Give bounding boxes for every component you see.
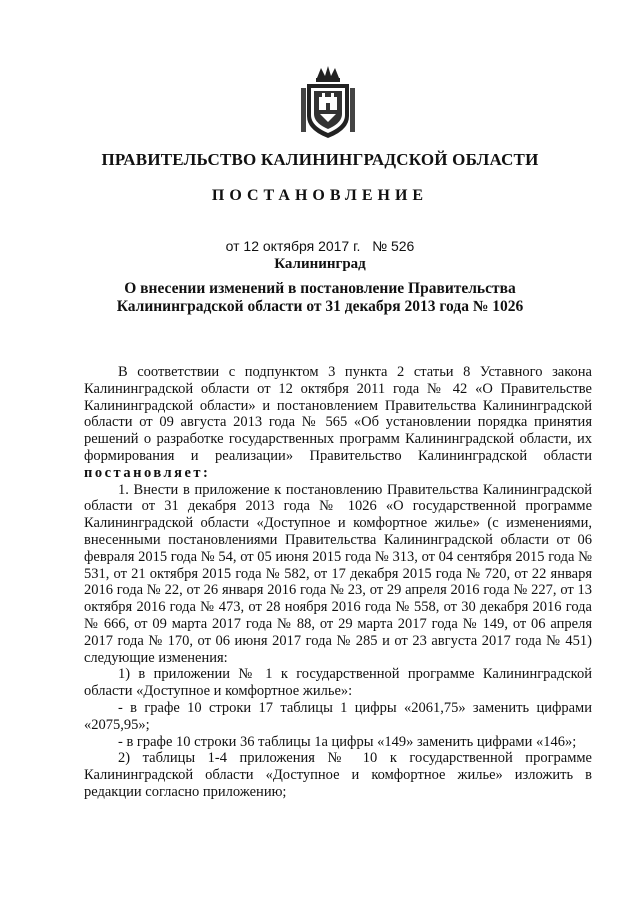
- decree-word: постановляет:: [84, 464, 211, 481]
- subject-line-2: Калининградской области от 31 декабря 2013 года № 1026: [116, 298, 524, 315]
- document-subject: [0, 280, 640, 316]
- item-1-1-b: - в графе 10 строки 36 таблицы 1а цифры «149» заменить цифрами «146»;: [118, 733, 577, 750]
- preamble-paragraph: [84, 364, 592, 482]
- item-1: 1. Внести в приложение к постановлению Правительства Калининградской области от 31 декабря 2013 года № 1026 «О государственной программе Калининградской области «Доступное и комфортное жилье» (с изменениями, внесенными постановлениями Правительства Калининградской области от 06 февраля 2015 года № 54, от 05 июня 2015 года № 313, от 04 сентября 2015 года № 531, от 21 октября 2015 года № 582, от 17 декабря 2015 года № 720, от 22 января 2016 года № 22, от 26 января 2016 года № 23, от 29 апреля 2016 года № 227, от 13 октября 2016 года № 473, от 28 ноября 2016 года № 558, от 30 декабря 2016 года № 666, от 09 марта 2017 года № 88, от 29 марта 2017 года № 149, от 06 апреля 2017 года № 170, от 06 июня 2017 года № 285 и от 23 августа 2017 года № 451) следующие изменения:: [84, 481, 592, 666]
- subject-line-1: О внесении изменений в постановление Правительства: [124, 280, 516, 297]
- organization-name: ПРАВИТЕЛЬСТВО КАЛИНИНГРАДСКОЙ ОБЛАСТИ: [101, 150, 539, 169]
- document-body: [84, 364, 592, 801]
- item-1-1: 1) в приложении № 1 к государственной программе Калининградской области «Доступное и комфортное жилье»:: [84, 666, 592, 700]
- item-1-1-a: - в графе 10 строки 17 таблицы 1 цифры «2061,75» заменить цифрами «2075,95»;: [84, 699, 592, 733]
- preamble-text: В соответствии с подпунктом 3 пункта 2 статьи 8 Уставного закона Калининградской области от 12 октября 2011 года № 42 «О Правительстве Калининградской области» и постановлением Правительства Калининградской области от 09 августа 2013 года № 565 «Об установлении порядка принятия решений о разработке государственных программ Калининградской области, их формирования и реализации» Правительство Калининградской области: [84, 364, 592, 464]
- coat-of-arms-icon: [299, 64, 357, 140]
- date-and-number: от 12 октября 2017 г. № 526: [225, 238, 415, 254]
- item-1-2: 2) таблицы 1-4 приложения № 10 к государственной программе Калининградской области «Доступное и комфортное жилье» изложить в редакции согласно приложению;: [84, 750, 592, 800]
- city: Калининград: [274, 256, 366, 272]
- document-type: ПОСТАНОВЛЕНИЕ: [211, 187, 429, 204]
